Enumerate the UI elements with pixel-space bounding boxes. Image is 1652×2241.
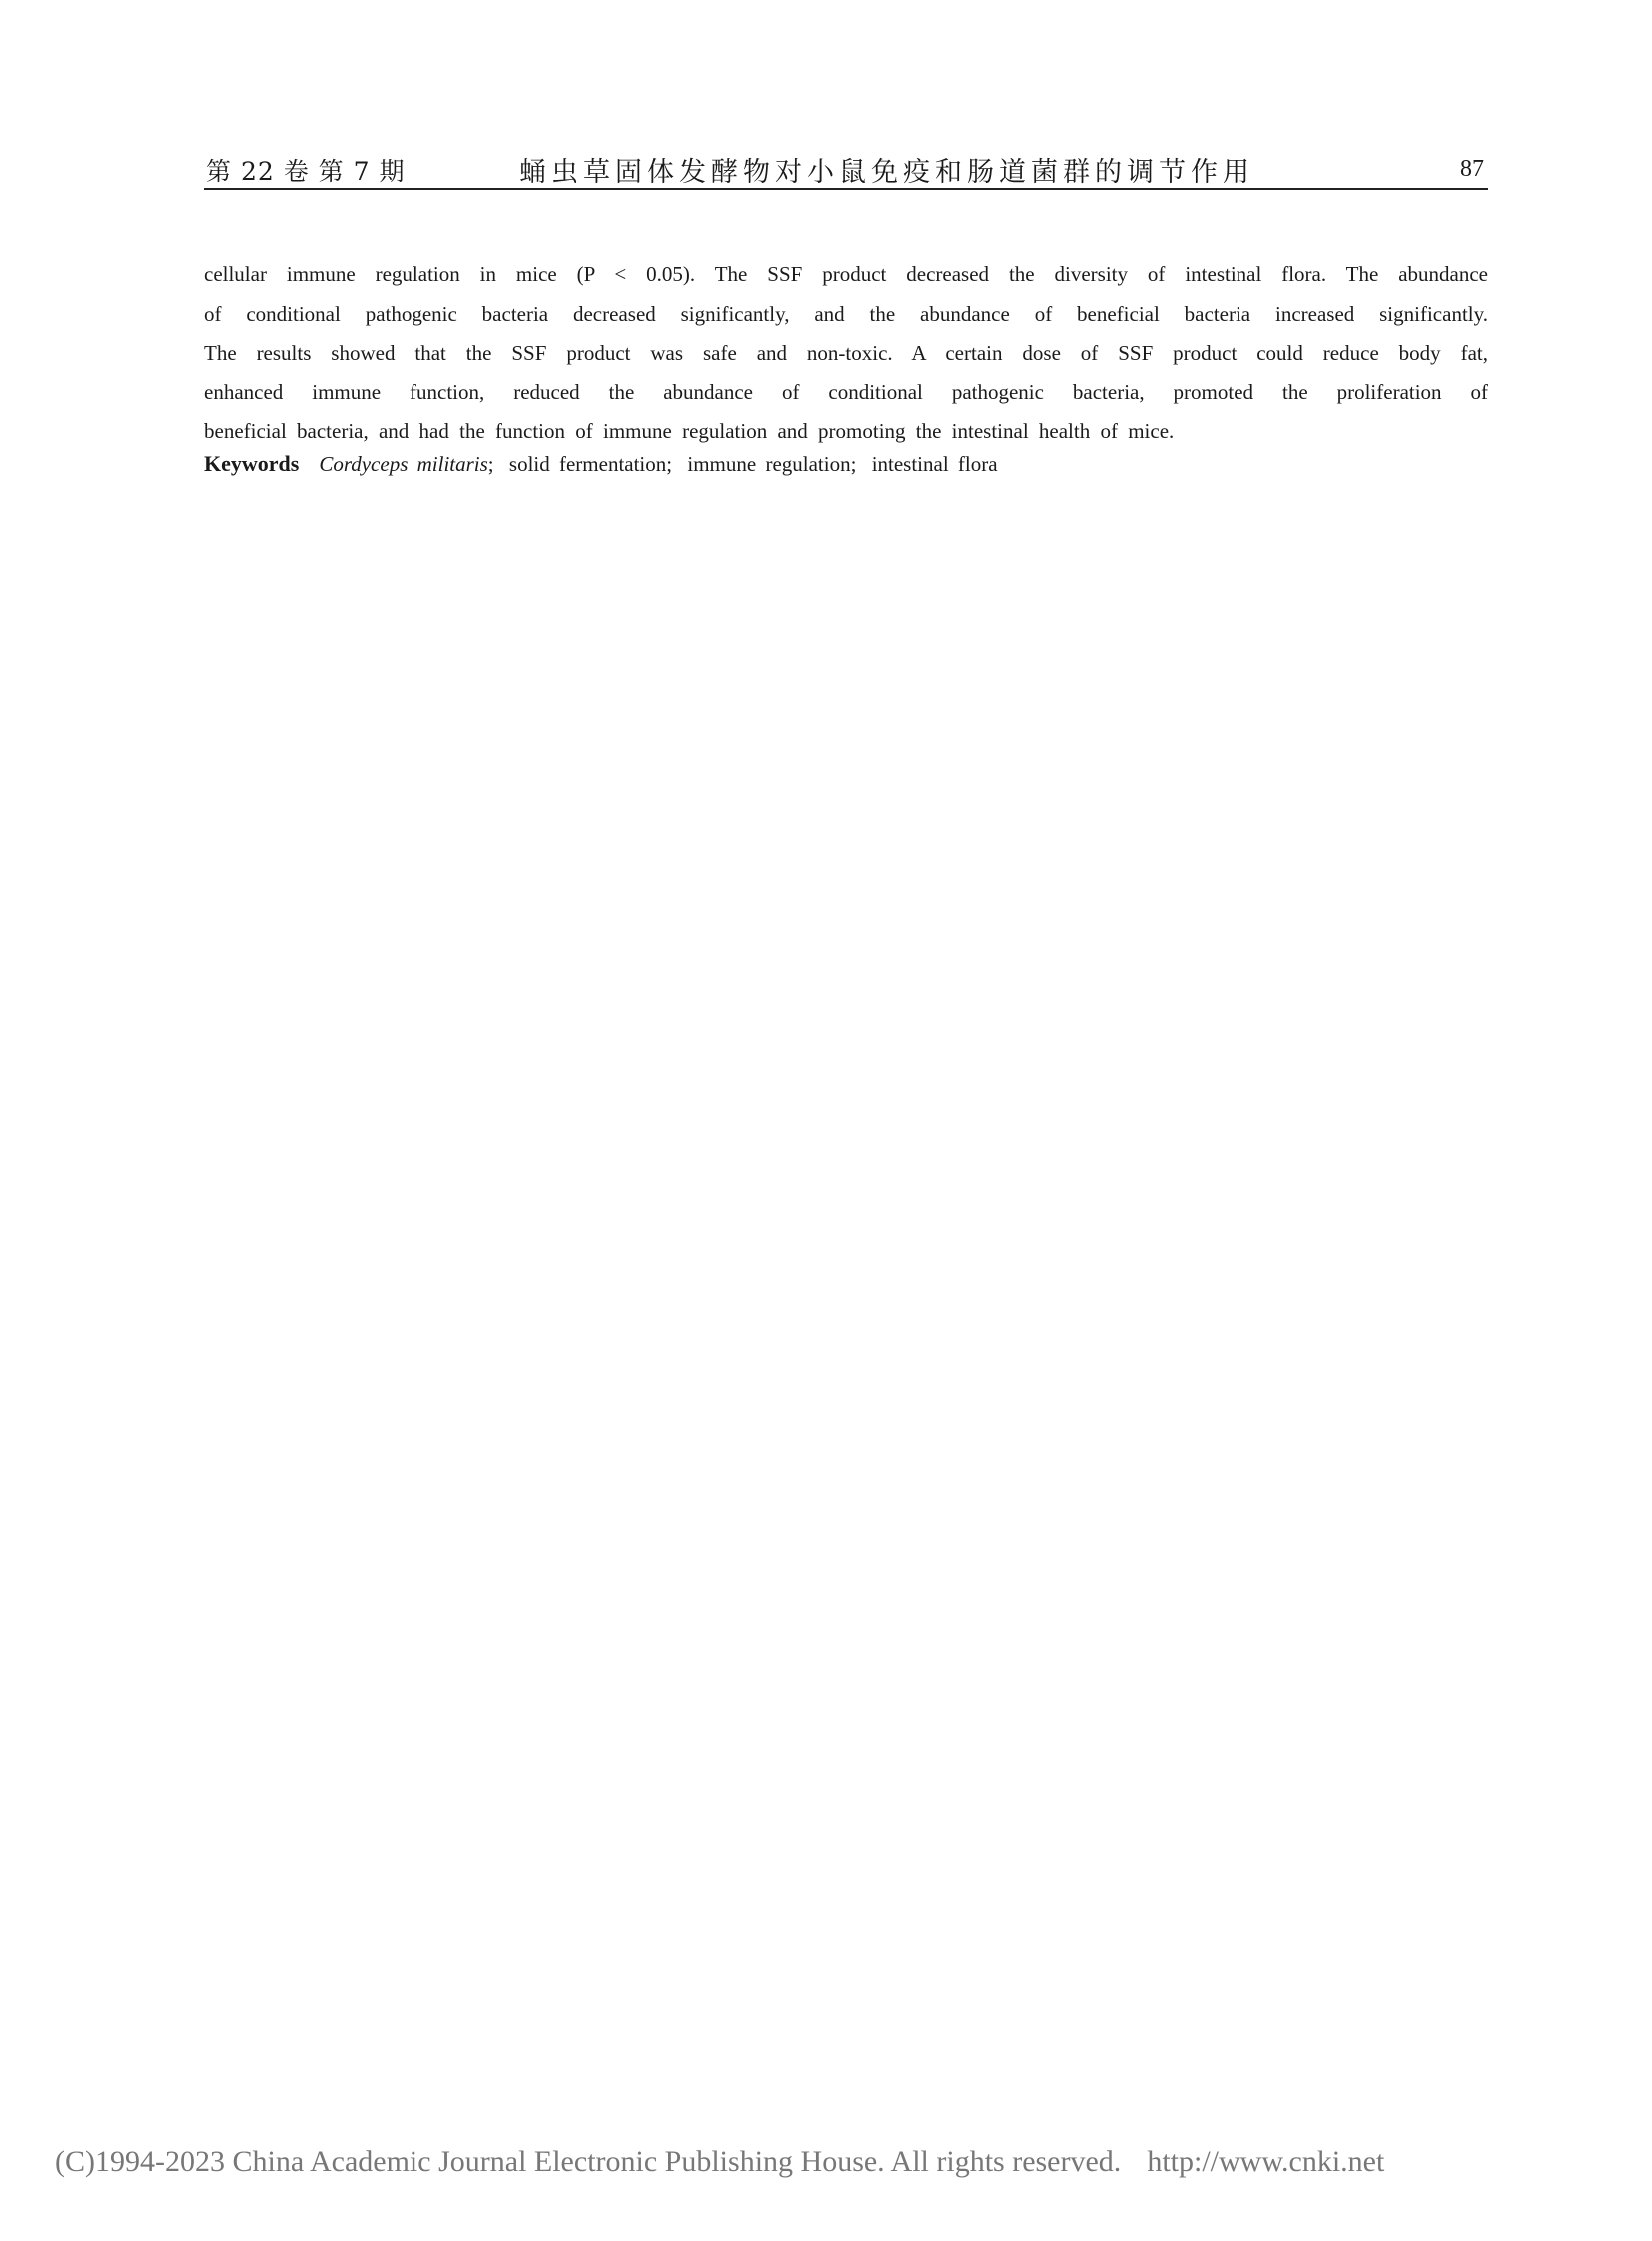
- copyright-text: (C)1994-2023 China Academic Journal Electronic Publishing House. All rights reserved.: [55, 2145, 1122, 2178]
- keyword-item: solid fermentation: [508, 452, 667, 476]
- keyword-item: Cordyceps militaris: [319, 452, 488, 476]
- abstract-body: [204, 255, 1488, 452]
- keyword-separator: ;: [487, 452, 494, 476]
- abstract-line: The results showed that the SSF product was safe and non-toxic. A certain dose of SSF product could reduce body fat,: [204, 341, 1488, 365]
- copyright-footer: [55, 2145, 1384, 2179]
- keyword-separator: ;: [666, 452, 673, 476]
- abstract-line: cellular immune regulation in mice (P < 0.05). The SSF product decreased the diversity of intestinal flora. The abundance: [204, 262, 1488, 286]
- abstract-line: of conditional pathogenic bacteria decreased significantly, and the abundance of beneficial bacteria increased significantly.: [204, 301, 1488, 326]
- keywords-label: Keywords: [204, 451, 300, 476]
- journal-volume-issue: 第 22 卷 第 7 期: [206, 157, 406, 186]
- abstract-line: enhanced immune function, reduced the abundance of conditional pathogenic bacteria, promoted the proliferation of: [204, 379, 1488, 404]
- keyword-item: immune regulation: [687, 452, 851, 476]
- footer-url-link[interactable]: http://www.cnki.net: [1147, 2145, 1385, 2178]
- abstract-line: beneficial bacteria, and had the function of immune regulation and promoting the intestinal health of mice.: [204, 419, 1175, 443]
- running-header: [204, 150, 1488, 190]
- keyword-item: intestinal flora: [871, 452, 998, 476]
- keyword-separator: ;: [850, 452, 857, 476]
- page-number: 87: [1460, 156, 1484, 182]
- keywords: [204, 449, 998, 479]
- article-running-title: 蛹虫草固体发酵物对小鼠免疫和肠道菌群的调节作用: [519, 157, 1254, 188]
